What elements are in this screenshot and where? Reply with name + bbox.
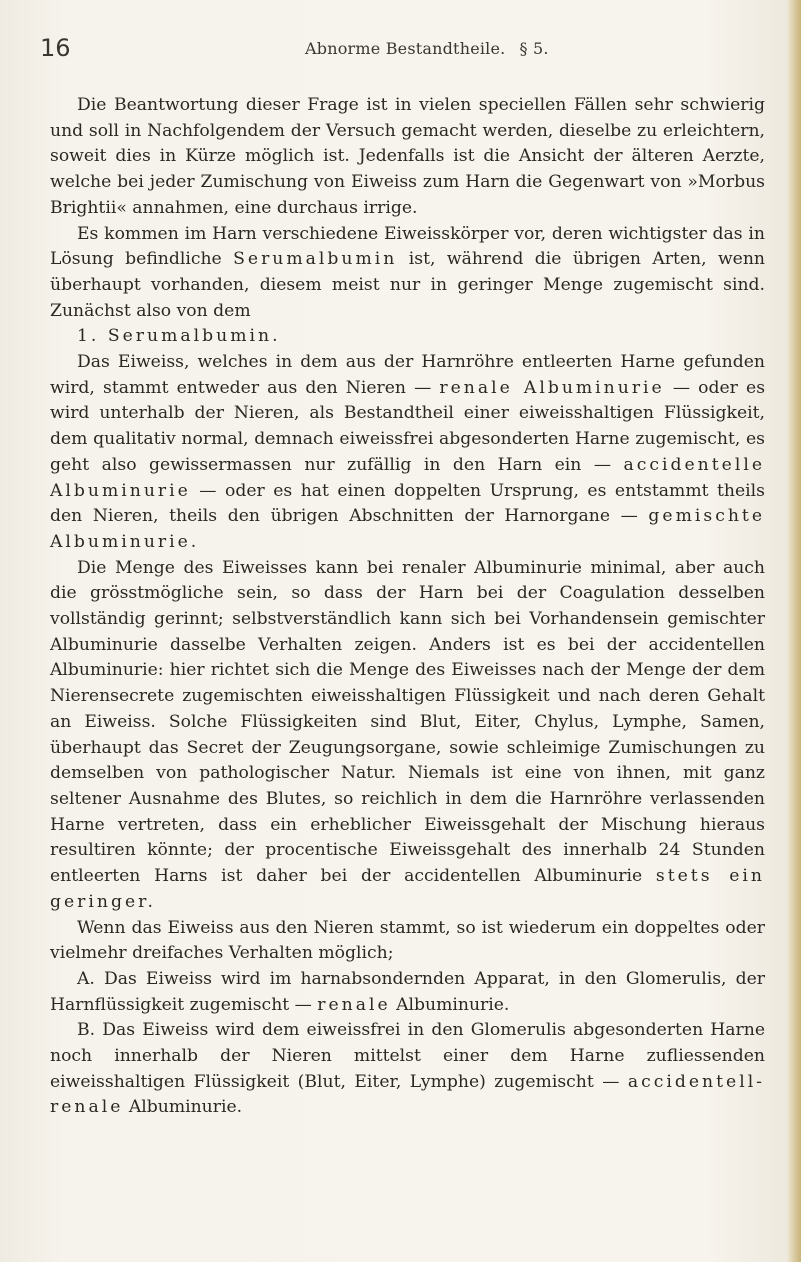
page-header (0, 30, 801, 70)
page-edge (787, 0, 801, 1262)
spaced-term: renale (317, 994, 391, 1015)
paragraph-b: B. Das Eiweiss wird dem eiweissfrei in den Glomerulis abgesonderten Harne noch innerhalb der Nieren mittelst einer dem Harne zufliessenden eiweisshaltigen Flüssigkeit (Blut, Eiter, Lymphe) zugemischt — accidentell-renale Albuminurie. (50, 1020, 765, 1118)
spaced-term: accidentelle Albuminurie (50, 454, 765, 501)
running-head (305, 39, 549, 58)
section-heading: 1. Serumalbumin. (77, 326, 281, 347)
spaced-term: gemischte Albuminurie. (50, 506, 765, 552)
paragraph-4: Die Menge des Eiweisses kann bei renaler Albuminurie minimal, aber auch die grösstmögliche sein, so dass der Harn bei der Coagulation desselben vollständig gerinnt; selbstverständlich kann sich bei Vorhandensein gemischter Albuminurie dasselbe Verhalten zeigen. Anders ist es bei der accidentellen Albuminurie: hier richtet sich die Menge des Eiweisses nach der Menge der dem Nierensecrete zugemischten eiweisshaltigen Flüssigkeit und nach deren Gehalt an Eiweiss. Solche Flüssigkeiten sind Blut, Eiter, Chylus, Lymphe, Samen, überhaupt das Secret der Zeugungsorgane, sowie schleimige Zumischungen zu demselben von pathologischer Natur. Niemals ist eine von ihnen, mit ganz seltener Ausnahme des Blutes, so reichlich in dem die Harnröhre verlassenden Harne vertreten, dass ein erheblicher Eiweissgehalt der Mischung hieraus resultiren könnte; der procentische Eiweissgehalt des innerhalb 24 Stunden entleerten Harns ist daher bei der accidentellen Albuminurie stets ein geringer. (50, 557, 766, 912)
page-number: 16 (40, 34, 71, 62)
running-head-title: Abnorme Bestandtheile. (305, 39, 506, 58)
paragraph-a: A. Das Eiweiss wird im harnabsondernden Apparat, in den Glomerulis, der Harnflüssigkeit zugemischt — renale Albuminurie. (50, 968, 765, 1015)
spaced-term: accidentell-renale (50, 1071, 765, 1118)
paragraph-3: Das Eiweiss, welches in dem aus der Harnröhre entleerten Harne gefunden wird, stammt entweder aus den Nieren — renale Albuminurie — oder es wird unterhalb der Nieren, als Bestandtheil einer eiweisshaltigen Flüssigkeit, dem qualitativ normal, demnach eiweissfrei abgesonderten Harne zugemischt, es geht also gewissermassen nur zufällig in den Harn ein — accidentelle Albuminurie — oder es hat einen doppelten Ursprung, es entstammt theils den Nieren, theils den übrigen Abschnitten der Harnorgane — gemischte Albuminurie. (50, 352, 766, 552)
spaced-term: stets ein geringer. (50, 866, 766, 912)
section-mark: § 5. (519, 39, 549, 58)
paragraph-5: Wenn das Eiweiss aus den Nieren stammt, so ist wiederum ein doppeltes oder vielmehr dreifaches Verhalten möglich; (50, 917, 765, 964)
page-body (50, 93, 765, 1121)
paragraph-1: Die Beantwortung dieser Frage ist in vielen speciellen Fällen sehr schwierig und soll in Nachfolgendem der Versuch gemacht werden, dieselbe zu erleichtern, soweit dies in Kürze möglich ist. Jedenfalls ist die Ansicht der älteren Aerzte, welche bei jeder Zumischung von Eiweiss zum Harn die Gegenwart von »Morbus Brightii« annahmen, eine durchaus irrige. (50, 95, 765, 218)
spaced-term: renale Albuminurie (439, 377, 665, 398)
spaced-term: Serumalbumin (233, 249, 398, 270)
paragraph-2: Es kommen im Harn verschiedene Eiweisskörper vor, deren wichtigster das in Lösung befindliche Serumalbumin ist, während die übrigen Arten, wenn überhaupt vorhanden, diesem meist nur in geringer Menge zugemischt sind. Zunächst also von dem (50, 223, 765, 321)
